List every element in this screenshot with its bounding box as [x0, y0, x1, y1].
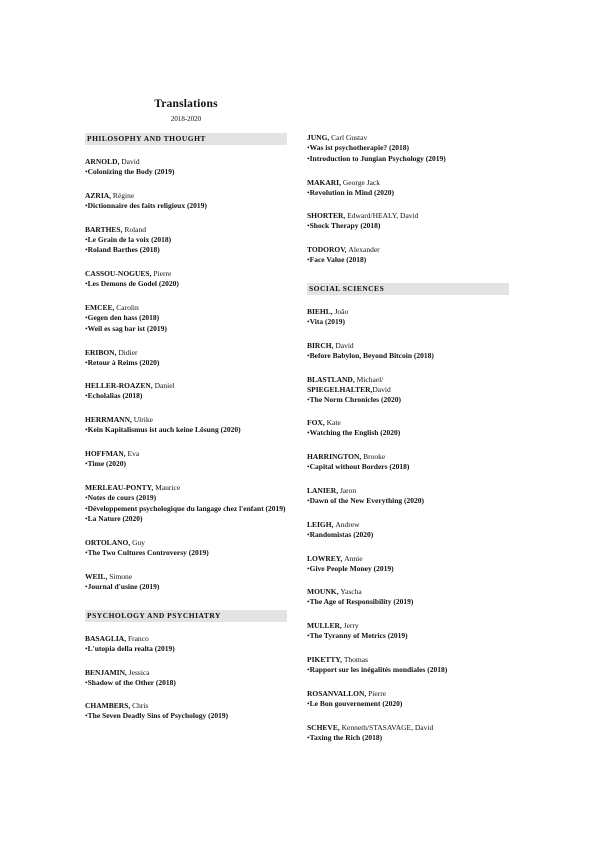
- book-title-text: Retour à Reims (2020): [87, 357, 160, 367]
- author-name: MULLER, Jerry: [307, 621, 359, 631]
- author-given-name: Eva: [127, 448, 140, 458]
- author-given-name: David: [121, 157, 140, 166]
- list-item: [85, 538, 287, 559]
- book-title: [85, 644, 287, 655]
- list-item: [307, 341, 509, 362]
- author-surname: BENJAMIN: [85, 667, 126, 677]
- book-title: [307, 665, 509, 676]
- section-header: PSYCHOLOGY AND PSYCHIATRY: [85, 610, 287, 622]
- author-given-name: Roland: [124, 224, 147, 234]
- author-given-name: Carolin: [116, 302, 139, 312]
- bullet-icon: •: [307, 350, 310, 360]
- author-given-name: João: [334, 306, 349, 316]
- book-title-text: Introduction to Jungian Psychology (2019): [309, 153, 446, 163]
- author-name: WEIL, Simone: [85, 571, 133, 581]
- author-given-name: Didier: [118, 347, 138, 357]
- left-column: [85, 133, 287, 735]
- author-given-name: Pierre: [368, 688, 387, 698]
- book-title-text: Was ist psychotherapie? (2018): [309, 143, 410, 152]
- author-name: LOWREY, Annie: [307, 553, 363, 563]
- author-given-name: Alexander: [348, 245, 380, 255]
- author-surname: LOWREY: [307, 553, 341, 563]
- book-title: [307, 428, 509, 439]
- author-given-name: Yascha: [340, 587, 362, 597]
- author-surname: ORTOLANO: [85, 538, 129, 548]
- book-title-text: Capital without Borders (2018): [309, 462, 410, 472]
- book-title: [85, 167, 287, 178]
- author-name: LEIGH, Andrew: [307, 519, 360, 529]
- bullet-icon: •: [85, 245, 88, 255]
- bullet-icon: •: [307, 631, 310, 641]
- book-title-text: Journal d'usine (2019): [87, 581, 160, 591]
- author-name: BENJAMIN, Jessica: [85, 667, 150, 677]
- author-name: LANIER, Jaron: [307, 485, 357, 495]
- book-title-text: The Tyranny of Metrics (2019): [309, 631, 408, 641]
- author-surname: FOX: [307, 418, 323, 428]
- list-item: [307, 245, 509, 266]
- author-name: TODOROV, Alexander: [307, 245, 380, 255]
- author-name: CASSOU-NOGUES, Pierre: [85, 269, 172, 279]
- author-surname: HOFFMAN: [85, 448, 124, 458]
- list-item: [85, 572, 287, 593]
- bullet-icon: •: [307, 664, 310, 674]
- author-name: SPIEGELHALTER,David: [307, 384, 391, 394]
- list-item: [85, 381, 287, 402]
- book-title: [85, 391, 287, 402]
- author-given-name: Maurice: [155, 482, 181, 492]
- author-name: HELLER-ROAZEN, Daniel: [85, 381, 175, 391]
- author-name: BIRCH, David: [307, 340, 354, 350]
- book-title: [85, 201, 287, 212]
- list-item: [85, 634, 287, 655]
- bullet-icon: •: [85, 492, 88, 502]
- book-title-text: Kein Kapitalismus ist auch keine Lösung (2020): [87, 425, 241, 435]
- bullet-icon: •: [307, 495, 310, 505]
- author-given-name: Michael/: [356, 374, 384, 384]
- author-surname: PIKETTY: [307, 654, 341, 664]
- book-title: [307, 317, 509, 328]
- book-title: [85, 514, 287, 525]
- author-surname: SPIEGELHALTER: [307, 384, 371, 394]
- book-title-text: Gegen den hass (2018): [87, 312, 160, 322]
- author-name: MOUNK, Yascha: [307, 587, 362, 597]
- bullet-icon: •: [85, 200, 88, 210]
- author-given-name: Jaron: [339, 485, 357, 495]
- book-title-text: Shock Therapy (2018): [309, 221, 381, 231]
- book-title-text: Roland Barthes (2018): [87, 245, 160, 255]
- book-title-text: Before Babylon, Beyond Bitcoin (2018): [309, 350, 434, 360]
- bullet-icon: •: [85, 391, 88, 401]
- bullet-icon: •: [85, 234, 88, 244]
- bullet-icon: •: [307, 316, 310, 326]
- book-title-text: Weil es sag bar ist (2019): [87, 323, 167, 333]
- author-name: ERIBON, Didier: [85, 347, 138, 357]
- bullet-icon: •: [85, 167, 88, 176]
- list-item: [307, 554, 509, 575]
- book-title: [307, 699, 509, 710]
- list-item: [85, 348, 287, 369]
- author-name: HARRINGTON, Brooke: [307, 452, 386, 462]
- book-title-text: Dawn of the New Everything (2020): [309, 495, 425, 505]
- list-item: [307, 178, 509, 199]
- book-title-text: Taxing the Rich (2018): [309, 732, 383, 742]
- author-name: ORTOLANO, Guy: [85, 538, 146, 548]
- author-given-name: Kate: [326, 418, 341, 428]
- author-surname: MERLEAU-PONTY: [85, 482, 152, 492]
- bullet-icon: •: [307, 597, 310, 607]
- section-header: SOCIAL SCIENCES: [307, 283, 509, 295]
- bullet-icon: •: [307, 462, 310, 472]
- bullet-icon: •: [85, 425, 88, 435]
- author-given-name: Jessica: [128, 667, 150, 677]
- book-title: [307, 530, 509, 541]
- bullet-icon: •: [307, 153, 310, 163]
- bullet-icon: •: [85, 323, 88, 333]
- book-title-text: Time (2020): [87, 458, 127, 468]
- book-title: [85, 504, 287, 515]
- author-given-name: Ulrike: [133, 415, 153, 425]
- list-item: [85, 157, 287, 178]
- book-title: [307, 496, 509, 507]
- book-title: [85, 582, 287, 593]
- author-surname: ARNOLD: [85, 157, 118, 166]
- author-name: BLASTLAND, Michael/: [307, 374, 384, 384]
- book-title-text: The Norm Chronicles (2020): [309, 394, 401, 404]
- book-title: [307, 351, 509, 362]
- list-item: [85, 483, 287, 525]
- book-title-text: Dictionnaire des faits religieux (2019): [87, 200, 207, 210]
- book-title: [307, 143, 509, 154]
- list-item: [307, 307, 509, 328]
- author-surname: WEIL: [85, 571, 106, 581]
- section-header: PHILOSOPHY AND THOUGHT: [85, 133, 287, 145]
- list-item: [307, 452, 509, 473]
- list-item: [307, 133, 509, 165]
- author-given-name: Jerry: [343, 621, 359, 631]
- author-name: MERLEAU-PONTY, Maurice: [85, 482, 181, 492]
- bullet-icon: •: [307, 221, 310, 231]
- author-surname: BIEHL: [307, 306, 331, 316]
- author-surname: AZRIA: [85, 190, 110, 200]
- book-title: [307, 188, 509, 199]
- book-title: [85, 425, 287, 436]
- book-title-text: Revolution in Mind (2020): [309, 187, 395, 197]
- bullet-icon: •: [307, 698, 310, 708]
- bullet-icon: •: [307, 394, 310, 404]
- author-surname: BLASTLAND: [307, 374, 353, 384]
- author-given-name: Andrew: [335, 519, 360, 529]
- book-title-text: Randomistas (2020): [309, 529, 374, 539]
- book-title-text: The Age of Responsibility (2019): [309, 597, 414, 607]
- book-title: [307, 255, 509, 266]
- list-item: [307, 418, 509, 439]
- author-surname: TODOROV: [307, 245, 345, 255]
- author-surname: ERIBON: [85, 347, 115, 357]
- bullet-icon: •: [85, 514, 88, 524]
- author-surname: CHAMBERS: [85, 701, 129, 711]
- book-title: [85, 235, 287, 246]
- author-given-name: Kenneth/STASAVAGE, David: [341, 722, 434, 732]
- author-given-name: Pierre: [153, 269, 172, 279]
- bullet-icon: •: [85, 357, 88, 367]
- list-item: [307, 655, 509, 676]
- list-item: [307, 723, 509, 744]
- author-given-name: Annie: [344, 553, 363, 563]
- list-item: [85, 701, 287, 722]
- book-title: [307, 154, 509, 165]
- list-item: [307, 486, 509, 507]
- author-given-name: Chris: [132, 701, 149, 711]
- list-item: [307, 211, 509, 232]
- book-title: [307, 631, 509, 642]
- author-surname: EMCEE: [85, 302, 113, 312]
- author-surname: MAKARI: [307, 177, 340, 187]
- list-item: [307, 689, 509, 710]
- author-name: BARTHES, Roland: [85, 224, 147, 234]
- book-title: [85, 493, 287, 504]
- bullet-icon: •: [307, 255, 310, 265]
- author-name: SHORTER, Edward/HEALY, David: [307, 211, 419, 221]
- book-title-text: The Seven Deadly Sins of Psychology (2019): [87, 711, 229, 721]
- bullet-icon: •: [307, 529, 310, 539]
- bullet-icon: •: [85, 279, 88, 289]
- book-title: [85, 324, 287, 335]
- author-name: BIEHL, João: [307, 306, 349, 316]
- author-name: JUNG, Carl Gustav: [307, 133, 368, 142]
- author-name: EMCEE, Carolin: [85, 302, 139, 312]
- bullet-icon: •: [307, 563, 310, 573]
- book-title-text: Rapport sur les inégalités mondiales (2018): [309, 664, 448, 674]
- author-name: CHAMBERS, Chris: [85, 701, 149, 711]
- book-title: [85, 313, 287, 324]
- author-given-name: Edward/HEALY, David: [347, 211, 419, 221]
- author-name: AZRIA, Régine: [85, 190, 135, 200]
- bullet-icon: •: [85, 458, 88, 468]
- author-name: FOX, Kate: [307, 418, 341, 428]
- list-item: [307, 621, 509, 642]
- author-given-name: David: [372, 384, 391, 394]
- book-title-text: Développement psychologique du langage chez l'enfant (2019): [87, 503, 286, 513]
- author-surname: JUNG: [307, 133, 328, 142]
- author-surname: CASSOU-NOGUES: [85, 269, 150, 279]
- book-title: [307, 733, 509, 744]
- book-title: [307, 597, 509, 608]
- book-title: [307, 221, 509, 232]
- book-title: [85, 245, 287, 256]
- author-surname: HELLER-ROAZEN: [85, 381, 151, 391]
- author-name: ARNOLD, David: [85, 157, 140, 166]
- book-title-text: Notes de cours (2019): [87, 492, 157, 502]
- bullet-icon: •: [85, 581, 88, 591]
- list-item: [85, 449, 287, 470]
- book-title-text: L'utopia della realta (2019): [87, 643, 175, 653]
- book-title-text: Echolalias (2018): [87, 391, 143, 401]
- book-title: [85, 678, 287, 689]
- book-title-text: Give People Money (2019): [309, 563, 394, 573]
- author-given-name: Thomas: [343, 654, 368, 664]
- list-item: [85, 269, 287, 290]
- bullet-icon: •: [85, 711, 88, 721]
- book-title: [307, 462, 509, 473]
- book-title: [85, 358, 287, 369]
- bullet-icon: •: [307, 732, 310, 742]
- author-name: BASAGLIA, Franco: [85, 633, 149, 643]
- author-surname: HARRINGTON: [307, 452, 360, 462]
- book-title: [85, 279, 287, 290]
- author-surname: MOUNK: [307, 587, 337, 597]
- author-given-name: Daniel: [154, 381, 175, 391]
- list-item: [85, 303, 287, 335]
- book-title-text: Colonizing the Body (2019): [87, 167, 175, 176]
- book-title-text: Watching the English (2020): [309, 428, 401, 438]
- author-given-name: Simone: [109, 571, 133, 581]
- list-item: [307, 375, 509, 406]
- page-subtitle: 2018-2020: [170, 115, 202, 123]
- list-item: [85, 225, 287, 257]
- bullet-icon: •: [85, 503, 88, 513]
- author-surname: LEIGH: [307, 519, 332, 529]
- book-title-text: Face Value (2018): [309, 255, 367, 265]
- book-title-text: Le Bon gouvernement (2020): [309, 698, 403, 708]
- book-title: [85, 548, 287, 559]
- book-title: [307, 395, 509, 406]
- book-title-text: The Two Cultures Controversy (2019): [87, 548, 209, 558]
- bullet-icon: •: [307, 143, 310, 152]
- author-given-name: George Jack: [342, 177, 380, 187]
- author-name: MAKARI, George Jack: [307, 177, 380, 187]
- author-surname: MULLER: [307, 621, 340, 631]
- author-given-name: Brooke: [363, 452, 386, 462]
- author-name: SCHEVE, Kenneth/STASAVAGE, David: [307, 722, 434, 732]
- author-surname: SHORTER: [307, 211, 344, 221]
- author-given-name: David: [335, 340, 354, 350]
- author-name: HOFFMAN, Eva: [85, 448, 140, 458]
- author-given-name: Carl Gustav: [331, 133, 368, 142]
- right-column: [307, 133, 509, 756]
- bullet-icon: •: [307, 428, 310, 438]
- author-given-name: Régine: [112, 190, 135, 200]
- author-surname: ROSANVALLON: [307, 688, 365, 698]
- list-item: [85, 191, 287, 212]
- author-name: PIKETTY, Thomas: [307, 654, 368, 664]
- book-title: [307, 564, 509, 575]
- author-surname: BASAGLIA: [85, 633, 125, 643]
- bullet-icon: •: [85, 643, 88, 653]
- book-title-text: Shadow of the Other (2018): [87, 677, 176, 687]
- bullet-icon: •: [307, 187, 310, 197]
- list-item: [85, 668, 287, 689]
- bullet-icon: •: [85, 312, 88, 322]
- book-title-text: Les Demons de Godel (2020): [87, 279, 179, 289]
- author-surname: BARTHES: [85, 224, 121, 234]
- list-item: [307, 520, 509, 541]
- author-given-name: Guy: [132, 538, 146, 548]
- list-item: [85, 415, 287, 436]
- author-surname: BIRCH: [307, 340, 332, 350]
- book-title-text: Vita (2019): [309, 316, 345, 326]
- book-title-text: La Nature (2020): [87, 514, 143, 524]
- author-surname: SCHEVE: [307, 722, 338, 732]
- page-title: Translations: [154, 98, 218, 110]
- author-name: ROSANVALLON, Pierre: [307, 688, 387, 698]
- bullet-icon: •: [85, 548, 88, 558]
- book-title: [85, 711, 287, 722]
- author-surname: HERRMANN: [85, 415, 130, 425]
- author-given-name: Franco: [127, 633, 149, 643]
- list-item: [307, 587, 509, 608]
- book-title-text: Le Grain de la voix (2018): [87, 234, 172, 244]
- bullet-icon: •: [85, 677, 88, 687]
- author-name: HERRMANN, Ulrike: [85, 415, 153, 425]
- book-title: [85, 459, 287, 470]
- author-surname: LANIER: [307, 485, 337, 495]
